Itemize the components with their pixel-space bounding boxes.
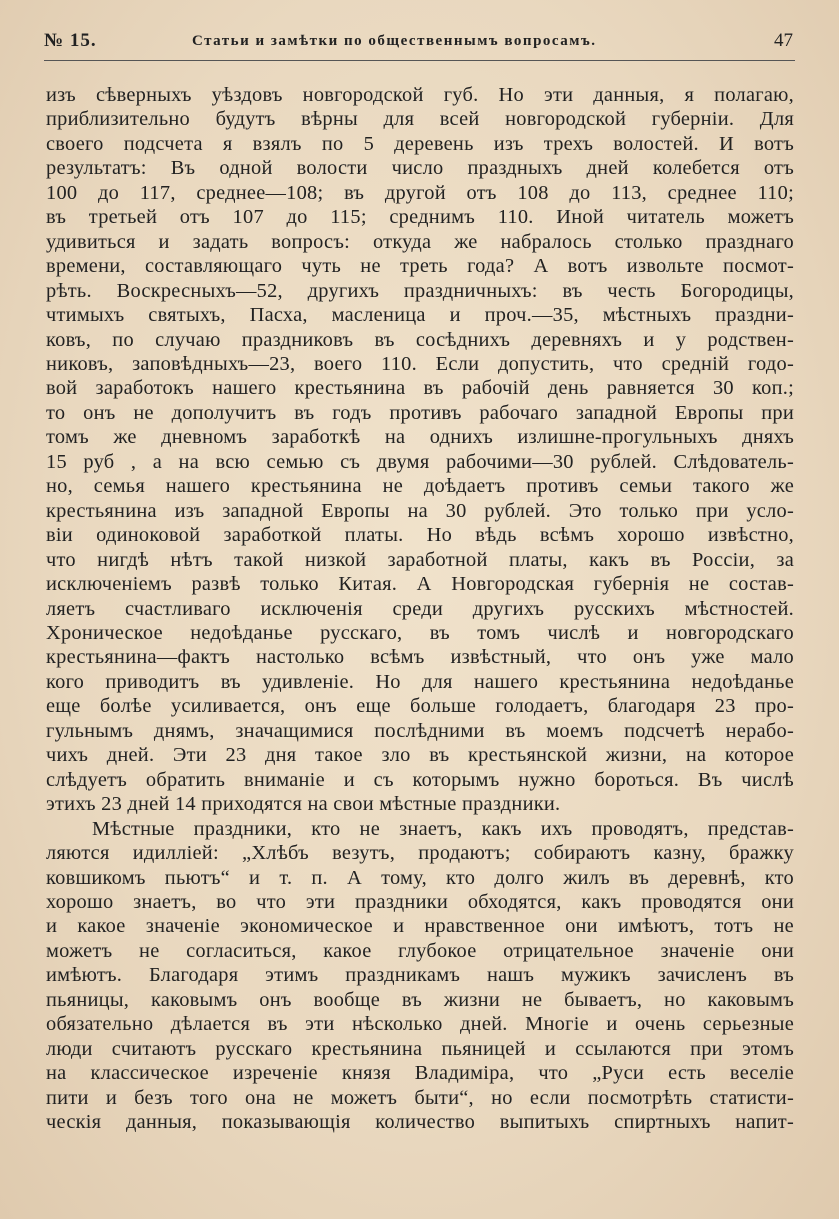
text-line: имѣютъ. Благодаря этимъ праздникамъ нашъ мужикъ зачисленъ въ	[46, 964, 794, 987]
running-header	[44, 30, 795, 60]
text-line: крестьянина—фактъ настолько всѣмъ извѣстный, что онъ уже мало	[46, 646, 794, 669]
text-line: хорошо знаетъ, во что эти праздники обходятся, какъ проводятся они	[46, 890, 794, 913]
text-line: кого приводитъ въ удивленіе. Но для нашего крестьянина недоѣданье	[46, 670, 794, 693]
text-line: чтимыхъ святыхъ, Пасха, масленица и проч.—35, мѣстныхъ праздни-	[46, 304, 794, 327]
page-number: 47	[774, 30, 793, 51]
text-line: ляются идилліей: „Хлѣбъ везутъ, продаютъ; собираютъ казну, бражку	[46, 842, 794, 865]
text-line: слѣдуетъ обратить вниманіе и съ которымъ нужно бороться. Въ числѣ	[46, 768, 794, 791]
text-line: віи одиноковой заработкой платы. Но вѣдь всѣмъ хорошо извѣстно,	[46, 524, 794, 547]
text-line: рѣть. Воскресныхъ—52, другихъ праздничныхъ: въ честь Богородицы,	[46, 279, 794, 302]
text-line: никовъ, заповѣдныхъ—23, воего 110. Если допустить, что средній годо-	[46, 352, 794, 375]
text-line: но, семья нашего крестьянина не доѣдаетъ противъ семьи такого же	[46, 475, 794, 498]
article-body	[46, 83, 794, 1134]
text-line: пити и безъ того она не можетъ быти“, но если посмотрѣть статисти-	[46, 1086, 794, 1109]
text-line: въ третьей отъ 107 до 115; среднимъ 110. Иной читатель можетъ	[46, 206, 794, 229]
text-line: 15 руб , а на всю семью съ двумя рабочими—30 рублей. Слѣдователь-	[46, 450, 794, 473]
text-line: приблизительно будутъ вѣрны для всей новгородской губерніи. Для	[46, 108, 794, 131]
text-line: 100 до 117, среднее—108; въ другой отъ 108 до 113, среднее 110;	[46, 181, 794, 204]
issue-number: № 15.	[44, 30, 97, 51]
text-line: ческія данныя, показывающія количество выпитыхъ спиртныхъ напит-	[46, 1111, 794, 1134]
running-title: Статьи и замѣтки по общественнымъ вопросамъ.	[192, 33, 597, 49]
text-line: гульнымъ днямъ, значащимися послѣдними въ моемъ подсчетѣ нерабо-	[46, 719, 794, 742]
text-line: томъ же дневномъ заработкѣ на однихъ излишне-прогульныхъ дняхъ	[46, 426, 794, 449]
text-line: изъ сѣверныхъ уѣздовъ новгородской губ. Но эти данныя, я полагаю,	[46, 84, 794, 106]
text-line: что нигдѣ нѣтъ такой низкой заработной платы, какъ въ Россіи, за	[46, 548, 794, 571]
text-line: ковъ, по случаю праздниковъ въ сосѣднихъ деревняхъ и у родствен-	[46, 328, 794, 351]
text-line: чихъ дней. Эти 23 дня такое зло въ крестьянской жизни, на которое	[46, 744, 794, 767]
text-line: можетъ не согласиться, какое глубокое отрицательное значеніе они	[46, 939, 794, 962]
text-line: то онъ не дополучитъ въ годъ противъ рабочаго западной Европы при	[46, 401, 794, 424]
text-line: и какое значеніе экономическое и нравственное они имѣютъ, тотъ не	[46, 915, 794, 938]
text-line: исключеніемъ развѣ только Китая. А Новгородская губернія не состав-	[46, 573, 794, 596]
text-line: пьяницы, каковымъ онъ вообще въ жизни не бываетъ, но каковымъ	[46, 988, 794, 1011]
text-line: крестьянина изъ западной Европы на 30 рублей. Это только при усло-	[46, 499, 794, 522]
text-line: Хроническое недоѣданье русскаго, въ томъ числѣ и новгородскаго	[46, 621, 794, 644]
text-line: люди считаютъ русскаго крестьянина пьяницей и ссылаются при этомъ	[46, 1037, 794, 1060]
text-line: удивиться и задать вопросъ: откуда же набралось столько празднаго	[46, 230, 794, 253]
text-line: ковшикомъ пьютъ“ и т. п. А тому, кто долго жилъ въ деревнѣ, кто	[46, 866, 794, 889]
text-line: на классическое изреченіе князя Владиміра, что „Руси есть веселіе	[46, 1062, 794, 1085]
text-line: обязательно дѣлается въ эти нѣсколько дней. Многіе и очень серьезные	[46, 1013, 794, 1036]
text-line: вой заработокъ нашего крестьянина въ рабочій день равняется 30 коп.;	[46, 377, 794, 400]
text-line: этихъ 23 дней 14 приходятся на свои мѣстные праздники.	[46, 793, 561, 816]
text-line: Мѣстные праздники, кто не знаетъ, какъ ихъ проводятъ, представ-	[92, 817, 794, 840]
text-line: ляетъ счастливаго исключенія среди другихъ русскихъ мѣстностей.	[46, 597, 794, 620]
text-line: результатъ: Въ одной волости число праздныхъ дней колебется отъ	[46, 157, 794, 180]
text-line: еще болѣе усиливается, онъ еще больше голодаетъ, благодаря 23 про-	[46, 695, 794, 718]
text-line: своего подсчета я взялъ по 5 деревень изъ трехъ волостей. И вотъ	[46, 132, 794, 155]
text-line: времени, составляющаго чуть не треть года? А вотъ извольте посмот-	[46, 255, 794, 278]
header-rule	[44, 60, 795, 61]
